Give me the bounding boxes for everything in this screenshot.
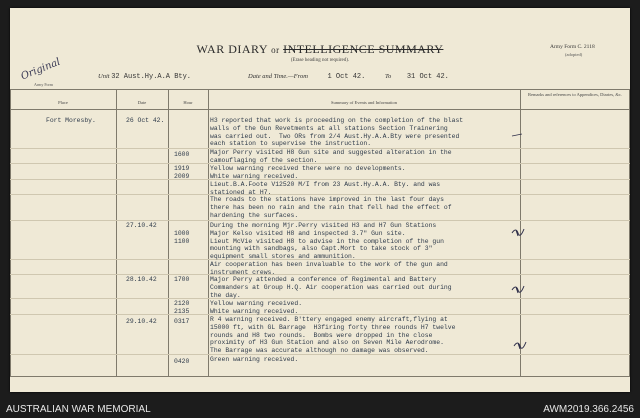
- initial-mark: [512, 286, 524, 293]
- army-form-number: Army Form C. 2118: [550, 44, 595, 50]
- entry-place: Fort Moresby.: [46, 117, 96, 124]
- title-intelligence-summary: INTELLIGENCE SUMMARY: [283, 42, 444, 56]
- form-small-label: Army Form: [34, 82, 53, 87]
- entry-text: The roads to the stations have improved in the last four days there has been no rain and the rain that fell had the effect of hardening the surfaces.: [210, 196, 452, 219]
- date-from-value: 1 Oct 42.: [327, 73, 366, 81]
- entry-text: During the morning Mjr.Perry visited H3 and H7 Gun Stations Major Kelso visited H8 and inspected 3.7" Gun site. Lieut McVie visited H8 to advise in the completion of the gun mounting with sandbags, also Capt.Mort to take stock of 3" equipment small stores and ammunition.: [210, 222, 444, 261]
- entry-hour: 2120 2135: [174, 300, 190, 315]
- entry-date: 29.10.42: [126, 318, 157, 325]
- entry-date: 26 Oct 42.: [126, 117, 165, 124]
- date-to-value: 31 Oct 42.: [406, 73, 449, 81]
- initial-mark: [512, 134, 522, 136]
- entry-text: Yellow warning received. White warning received.: [210, 300, 303, 315]
- header-date: Date: [137, 100, 147, 105]
- entry-text: H3 reported that work is proceeding on the completion of the blast walls of the Gun Revetments at all stations Section Trainering was carried out. Two ORs from 2/4 Aust.Hy.A.A.Bty were presented each station to supervise the instruction.: [210, 117, 464, 148]
- form-subtitle: (Erase heading not required).: [290, 58, 350, 63]
- date-from-label: Date and Time.—From: [248, 73, 308, 80]
- entry-hour: 1700: [174, 276, 190, 283]
- initial-mark: [514, 342, 526, 349]
- entry-hour: 0420: [174, 358, 190, 365]
- unit-value: 32 Aust.Hy.A.A Bty.: [111, 73, 192, 81]
- initials-marks: [10, 8, 630, 392]
- header-place: Place: [58, 100, 68, 105]
- entry-text: Green warning received.: [210, 356, 299, 363]
- army-form-adopted: (adopted): [565, 52, 583, 57]
- unit-label: Unit: [98, 73, 110, 80]
- entry-hour: 1600: [174, 151, 190, 158]
- initial-mark: [512, 229, 524, 236]
- entry-hour: 0317: [174, 318, 190, 325]
- title-or: or: [271, 45, 280, 55]
- entry-text: Lieut.B.A.Foote V12520 M/I from 23 Aust.Hy.A.A. Bty. and was stationed at H7.: [210, 181, 441, 196]
- title-war-diary: WAR DIARY: [196, 42, 268, 56]
- header-summary: Summary of Events and Information: [331, 100, 397, 105]
- entry-text: Air cooperation has been invaluable to the work of the gun and instrument crews.: [210, 261, 448, 276]
- handwritten-annotation: Original: [19, 56, 62, 83]
- entry-text: Yellow warning received there were no developments. White warning received.: [210, 165, 406, 180]
- entry-text: Major Perry visited H8 Gun site and suggested alteration in the camouflaging of the section.: [210, 149, 452, 164]
- footer-institution: AUSTRALIAN WAR MEMORIAL: [6, 404, 151, 415]
- date-to-label: To: [384, 73, 392, 80]
- header-hour: Hour: [183, 100, 193, 105]
- entry-date: 27.10.42: [126, 222, 157, 229]
- header-remarks: Remarks and references to Appendices, Diaries, &c.: [527, 92, 623, 97]
- entry-text: R 4 warning received. B'ttery engaged enemy aircraft,flying at 15000 ft, with GL Barrage H3firing forty three rounds H7 twelve rounds and H8 two rounds. Bombs were dropped in the close proximity of H3 Gun Station and also on Seven Mile Aerodrome. The Barrage was accurate although no damage was observed.: [210, 316, 456, 355]
- entry-date: 28.10.42: [126, 276, 157, 283]
- war-diary-sheet: [10, 8, 630, 392]
- entry-hour: 1000 1100: [174, 229, 190, 245]
- footer-accession-number: AWM2019.366.2456: [543, 404, 634, 415]
- entry-hour: 1919 2009: [174, 165, 190, 180]
- entry-text: Major Perry attended a conference of Regimental and Battery Commanders at Group H.Q. Air cooperation was carried out during the day.: [210, 276, 452, 299]
